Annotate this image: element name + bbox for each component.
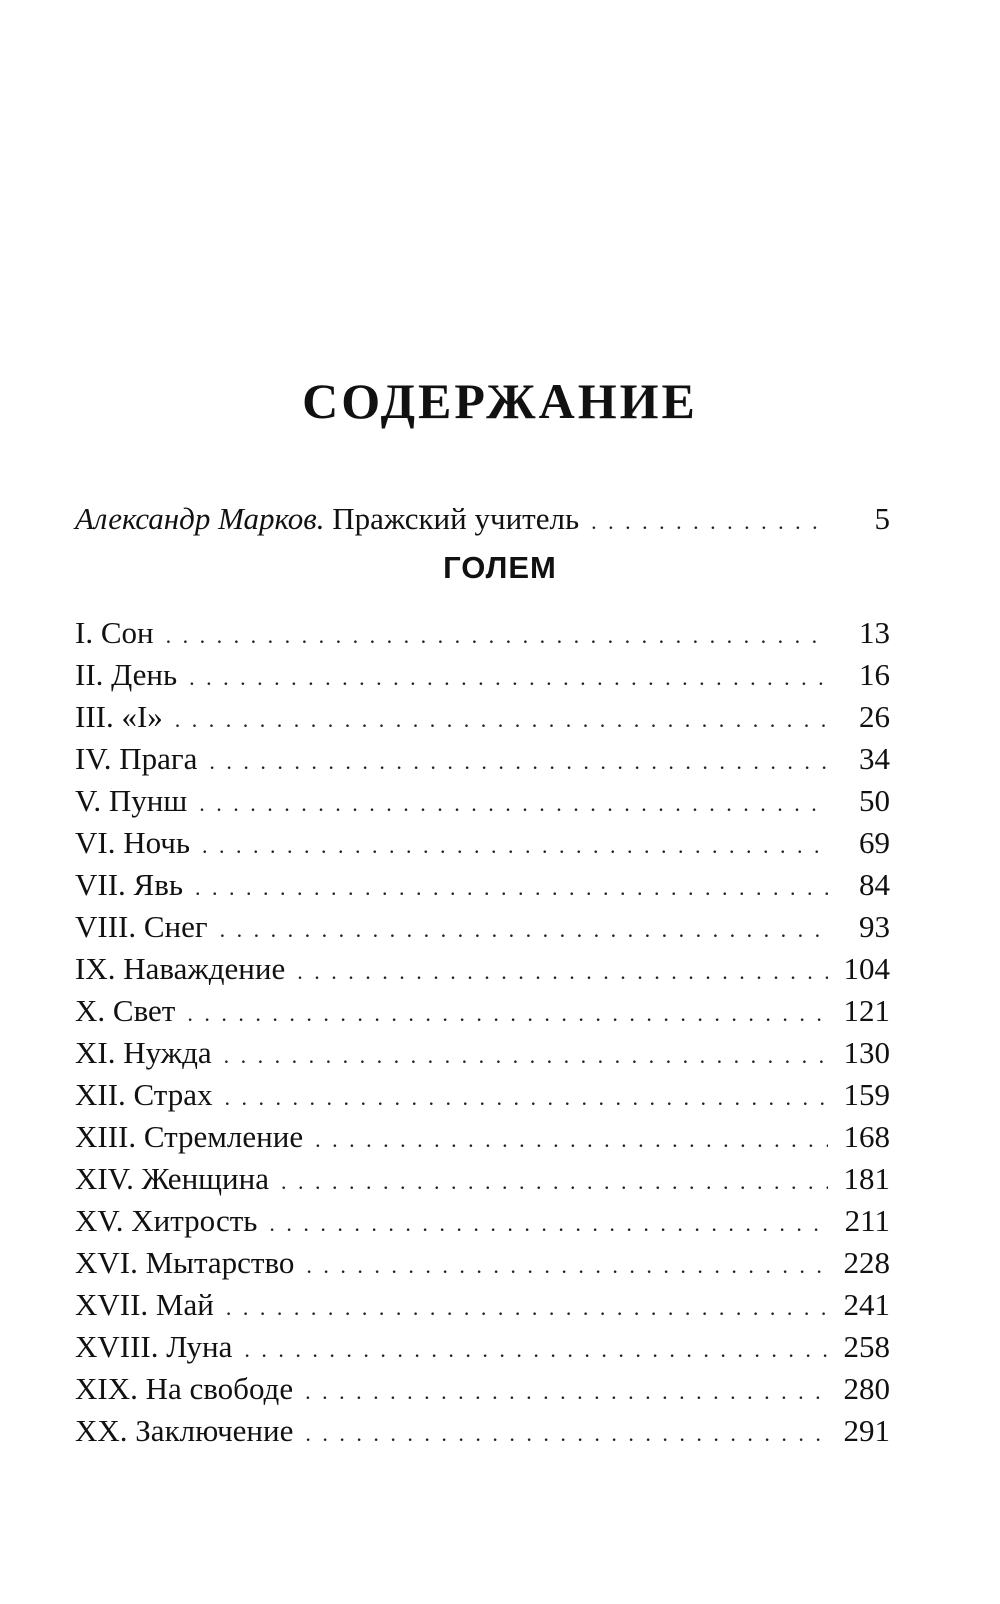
- toc-page-number: 50: [859, 783, 890, 818]
- toc-entry[interactable]: [75, 1284, 890, 1326]
- toc-entry[interactable]: [75, 990, 890, 1032]
- toc-page-number: 211: [844, 1203, 890, 1238]
- dot-leader: [305, 1413, 828, 1455]
- toc-page-number: 5: [874, 501, 890, 536]
- intro-author: Александр Марков.: [75, 501, 325, 536]
- toc-entry[interactable]: [75, 612, 890, 654]
- section-heading: ГОЛЕМ: [443, 550, 557, 585]
- dot-leader: [189, 657, 828, 699]
- toc-entry[interactable]: [75, 780, 890, 822]
- dot-leader: [281, 1161, 828, 1203]
- toc-entry-label: IV. Прага: [75, 741, 198, 776]
- dot-leader: [591, 501, 828, 543]
- toc-entry-label: I. Сон: [75, 615, 154, 650]
- toc-page-number: 241: [843, 1287, 890, 1322]
- dot-leader: [220, 909, 828, 951]
- toc-entry[interactable]: [75, 906, 890, 948]
- toc-page-number: 291: [843, 1413, 890, 1448]
- toc-entry-label: [75, 498, 579, 540]
- dot-leader: [297, 951, 828, 993]
- toc-entry-label: VI. Ночь: [75, 825, 191, 860]
- toc-entry[interactable]: [75, 1368, 890, 1410]
- chapter-list: [75, 612, 890, 1452]
- toc-page-number: 258: [843, 1329, 890, 1364]
- toc-page-number: 84: [859, 867, 890, 902]
- toc-page-number: 280: [843, 1371, 890, 1406]
- toc-page-number: 159: [843, 1077, 890, 1112]
- toc-entry-label: XX. Заключение: [75, 1413, 294, 1448]
- toc-entry-label: XII. Страх: [75, 1077, 213, 1112]
- toc-entry-label: XVI. Мытарство: [75, 1245, 295, 1280]
- dot-leader: [166, 615, 828, 657]
- toc-page-number: 69: [859, 825, 890, 860]
- toc-entry[interactable]: [75, 1032, 890, 1074]
- dot-leader: [315, 1119, 828, 1161]
- dot-leader: [244, 1329, 828, 1371]
- toc-entry-label: III. «I»: [75, 699, 163, 734]
- dot-leader: [305, 1371, 828, 1413]
- toc-page-number: 16: [859, 657, 890, 692]
- dot-leader: [225, 1077, 829, 1119]
- toc-page-number: 181: [843, 1161, 890, 1196]
- toc-entry-label: IX. Наваждение: [75, 951, 286, 986]
- toc-entry-label: X. Свет: [75, 993, 176, 1028]
- toc-page-number: 168: [843, 1119, 890, 1154]
- dot-leader: [199, 783, 828, 825]
- toc-entry-label: XVII. Май: [75, 1287, 214, 1322]
- toc-entry[interactable]: [75, 864, 890, 906]
- toc-entry-label: VII. Явь: [75, 867, 183, 902]
- toc-entry[interactable]: [75, 738, 890, 780]
- toc-page-number: 228: [843, 1245, 890, 1280]
- toc-entry-intro[interactable]: [75, 498, 890, 540]
- dot-leader: [175, 699, 828, 741]
- toc-intro: [75, 498, 890, 540]
- toc-entry[interactable]: [75, 1200, 890, 1242]
- toc-entry-label: VIII. Снег: [75, 909, 208, 944]
- toc-page-number: 26: [859, 699, 890, 734]
- dot-leader: [224, 1035, 828, 1077]
- toc-page-number: 13: [859, 615, 890, 650]
- toc-entry[interactable]: [75, 1242, 890, 1284]
- dot-leader: [202, 825, 828, 867]
- toc-page-number: 104: [843, 951, 890, 986]
- toc-entry-label: XVIII. Луна: [75, 1329, 233, 1364]
- toc-entry[interactable]: [75, 1074, 890, 1116]
- toc-entry[interactable]: [75, 654, 890, 696]
- dot-leader: [187, 993, 828, 1035]
- toc-page-number: 34: [859, 741, 890, 776]
- toc-entry[interactable]: [75, 1410, 890, 1452]
- dot-leader: [269, 1203, 828, 1245]
- toc-entry[interactable]: [75, 822, 890, 864]
- toc-entry[interactable]: [75, 1158, 890, 1200]
- toc-entry-label: XI. Нужда: [75, 1035, 212, 1070]
- toc-page-number: 121: [843, 993, 890, 1028]
- dot-leader: [306, 1245, 828, 1287]
- toc-entry[interactable]: [75, 1116, 890, 1158]
- page-title: СОДЕРЖАНИЕ: [302, 373, 698, 429]
- toc-entry-label: XIV. Женщина: [75, 1161, 269, 1196]
- toc-page-number: 130: [843, 1035, 890, 1070]
- toc-entry-label: II. День: [75, 657, 178, 692]
- toc-entry-label: XIII. Стремление: [75, 1119, 304, 1154]
- toc-entry-label: XIX. На свободе: [75, 1371, 294, 1406]
- toc-entry-label: XV. Хитрость: [75, 1203, 258, 1238]
- dot-leader: [209, 741, 828, 783]
- toc-entry[interactable]: [75, 1326, 890, 1368]
- toc-entry-label: V. Пунш: [75, 783, 188, 818]
- dot-leader: [226, 1287, 828, 1329]
- toc-page-number: 93: [859, 909, 890, 944]
- dot-leader: [195, 867, 828, 909]
- intro-work-title: Пражский учитель: [324, 501, 580, 536]
- toc-entry[interactable]: [75, 948, 890, 990]
- toc-entry[interactable]: [75, 696, 890, 738]
